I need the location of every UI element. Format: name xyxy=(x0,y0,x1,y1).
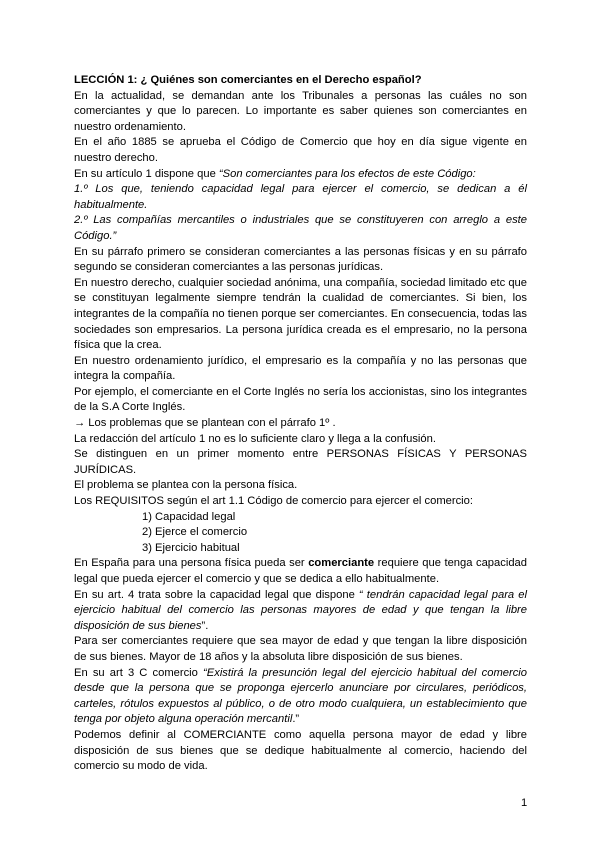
paragraph-codigo-1885: En el año 1885 se aprueba el Código de Comercio que hoy en día sigue vigente en nuestro derecho. xyxy=(74,136,527,164)
espana-lead: En España para una persona física pueda ser xyxy=(74,557,309,570)
paragraph-articulo-3 xyxy=(74,666,527,728)
document-body xyxy=(74,73,527,775)
articulo-4-quote: “ tendrán capacidad legal para el ejercicio habitual del comercio las personas mayores de edad y que tengan la libre disposición de sus bienes xyxy=(74,588,527,632)
list-item: 1) Capacidad legal xyxy=(142,510,236,523)
articulo-1-lead: En su artículo 1 dispone que xyxy=(74,167,219,180)
page-number: 1 xyxy=(521,797,528,809)
paragraph-empresario: En nuestro ordenamiento jurídico, el empresario es la compañía y no las personas que integra la compañía. xyxy=(74,354,527,383)
articulo-1-quote: “Son comerciantes para los efectos de este Código: xyxy=(218,167,476,180)
paragraph-articulo-4 xyxy=(74,588,527,635)
paragraph-problemas: → Los problemas que se plantean con el párrafo 1º . xyxy=(74,417,336,430)
lesson-title: LECCIÓN 1: ¿ Quiénes son comerciantes en el Derecho español? xyxy=(74,74,422,86)
list-item: 3) Ejercicio habitual xyxy=(142,541,240,554)
comerciante-bold: comerciante xyxy=(308,557,375,570)
paragraph-sociedades: En nuestro derecho, cualquier sociedad anónima, una compañía, sociedad limitado etc que se constituyan legalmente siempre tendrán la cualidad de comerciantes. Si bien, los integrantes de la compañía no tienen porque ser comerciantes. En consecuencia, todas las sociedades son empresarios. La persona jurídica creada es el empresario, no la persona física que la crea. xyxy=(74,276,527,352)
paragraph-ejemplo: Por ejemplo, el comerciante en el Corte Inglés no sería los accionistas, sino los integrantes de la S.A Corte Inglés. xyxy=(74,385,527,414)
paragraph-redaccion: La redacción del artículo 1 no es lo suficiente claro y llega a la confusión. xyxy=(74,432,436,445)
articulo-4-end: ”. xyxy=(201,619,209,632)
requisitos-list xyxy=(74,510,527,557)
paragraph-requisitos: Los REQUISITOS según el art 1.1 Código de comercio para ejercer el comercio: xyxy=(74,495,473,508)
articulo-1-item-2: 2.º Las compañías mercantiles o industriales que se constituyeren con arreglo a este Código.” xyxy=(74,214,527,242)
list-item: 2) Ejerce el comercio xyxy=(142,526,248,539)
paragraph-personas: En su párrafo primero se consideran comerciantes a las personas físicas y en su párrafo segundo se consideran comerciantes a las personas jurídicas. xyxy=(74,245,527,274)
articulo-3-end: .” xyxy=(292,713,300,726)
articulo-4-lead: En su art. 4 trata sobre la capacidad legal que dispone xyxy=(74,588,359,601)
articulo-3-lead: En su art 3 C comercio xyxy=(74,666,204,679)
articulo-1-item-1: 1.º Los que, teniendo capacidad legal para ejercer el comercio, se dedican a él habitualmente. xyxy=(74,183,527,211)
paragraph-mayor-edad: Para ser comerciantes requiere que sea mayor de edad y que tengan la libre disposición de sus bienes. Mayor de 18 años y la absoluta libre disposición de sus bienes. xyxy=(74,635,527,663)
paragraph-distinguen: Se distinguen en un primer momento entre PERSONAS FÍSICAS Y PERSONAS JURÍDICAS. xyxy=(74,448,527,476)
articulo-3-quote: “Existirá la presunción legal del ejercicio habitual del comercio desde que la persona que se proponga ejercerlo anunciare por circulares, periódicos, carteles, rótulos expuestos al público, o de otro modo cualquiera, un establecimiento que tenga por objeto alguna operación mercantil xyxy=(74,666,528,726)
paragraph-espana xyxy=(74,556,527,587)
paragraph-definicion: Podemos definir al COMERCIANTE como aquella persona mayor de edad y libre disposición de sus bienes que se dedique habitualmente al comercio, haciendo del comercio su modo de vida. xyxy=(74,728,527,773)
paragraph-articulo-1 xyxy=(74,167,527,183)
paragraph-persona-fisica: El problema se plantea con la persona física. xyxy=(74,479,298,492)
espana-tail: requiere que tenga capacidad legal que pueda ejercer el comercio y que se dedica a ello habitualmente. xyxy=(74,557,527,585)
paragraph-intro: En la actualidad, se demandan ante los Tribunales a personas las cuáles no son comerciantes y que lo parecen. Lo importante es saber quienes son comerciantes en nuestro ordenamiento. xyxy=(74,89,527,133)
